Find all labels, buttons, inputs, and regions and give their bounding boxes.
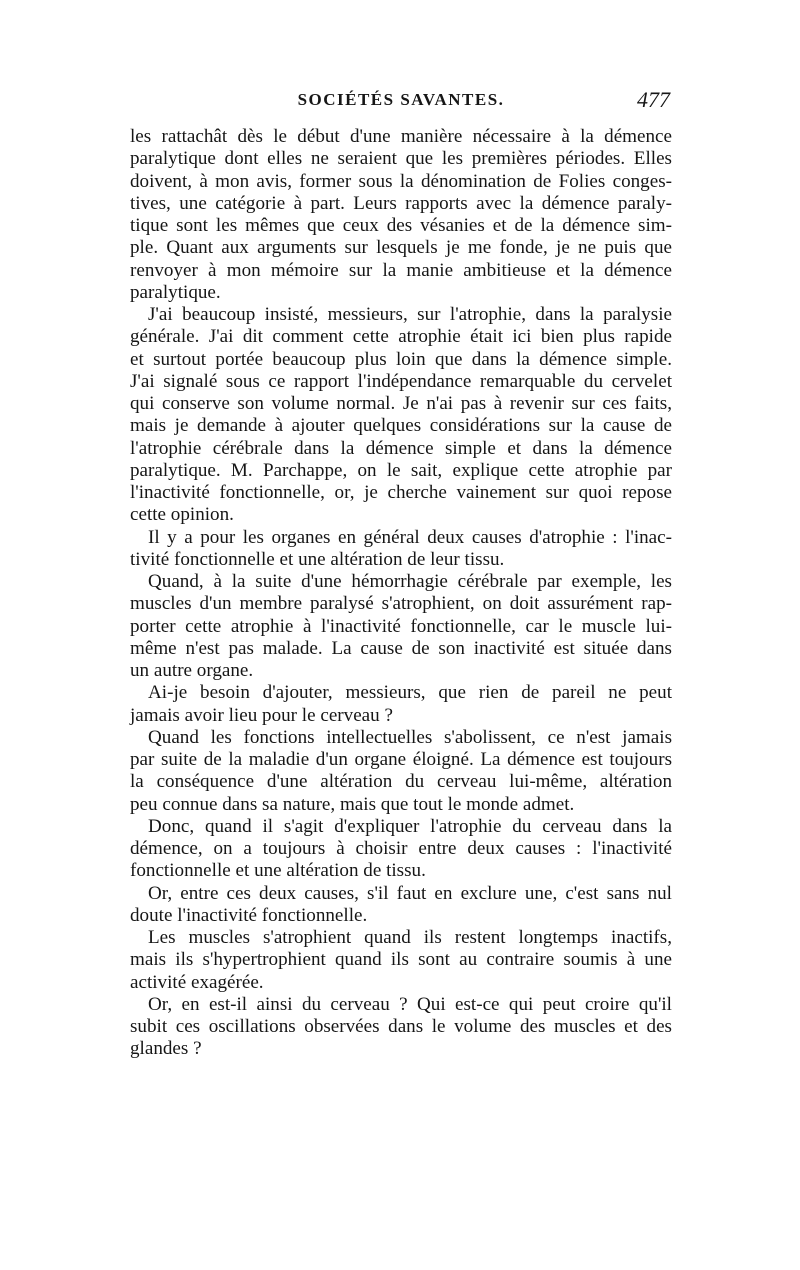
text-line: paralytique dont elles ne seraient que les premières périodes. Elles [130, 148, 672, 170]
text-line: paralytique. M. Parchappe, on le sait, explique cette atrophie par [130, 459, 672, 481]
text-line: mais ils s'hypertrophient quand ils sont au contraire soumis à une [130, 949, 672, 971]
text-line: activité exagérée. [130, 971, 264, 993]
text-line: renvoyer à mon mémoire sur la manie ambitieuse et la démence [130, 259, 672, 281]
text-line: muscles d'un membre paralysé s'atrophient, on doit assurément rap- [130, 593, 672, 615]
text-line: ple. Quant aux arguments sur lesquels je me fonde, je ne puis que [130, 237, 672, 259]
text-line: fonctionnelle et une altération de tissu. [130, 860, 426, 882]
text-line: Or, en est-il ainsi du cerveau ? Qui est-ce qui peut croire qu'il [148, 993, 672, 1015]
text-line: paralytique. [130, 281, 221, 303]
text-line: doute l'inactivité fonctionnelle. [130, 904, 368, 926]
text-line: l'inactivité fonctionnelle, or, je cherche vainement sur quoi repose [130, 482, 672, 503]
text-line: Quand, à la suite d'une hémorrhagie cérébrale par exemple, les [148, 571, 672, 592]
text-line: J'ai beaucoup insisté, messieurs, sur l'atrophie, dans la paralysie [148, 304, 672, 325]
text-line: jamais avoir lieu pour le cerveau ? [130, 704, 393, 726]
running-head [130, 87, 672, 116]
text-line: tique sont les mêmes que ceux des vésanies et de la démence sim- [130, 215, 672, 236]
text-line: porter cette atrophie à l'inactivité fonctionnelle, car le muscle lui- [130, 615, 672, 637]
text-line: subit ces oscillations observées dans le volume des muscles et des [130, 1016, 672, 1037]
text-line: tives, une catégorie à part. Leurs rapports avec la démence paraly- [130, 192, 672, 214]
text-line: glandes ? [130, 1038, 202, 1060]
text-line: Quand les fonctions intellectuelles s'abolissent, ce n'est jamais [148, 726, 672, 748]
page-number: 477 [637, 87, 670, 112]
text-line: un autre organe. [130, 660, 254, 681]
text-line: Or, entre ces deux causes, s'il faut en exclure une, c'est sans nul [148, 882, 672, 904]
text-line: l'atrophie cérébrale dans la démence simple et dans la démence [130, 437, 672, 459]
text-line: les rattachât dès le début d'une manière nécessaire à la démence [130, 126, 672, 147]
text-line: Ai-je besoin d'ajouter, messieurs, que rien de pareil ne peut [148, 682, 672, 704]
text-line: doivent, à mon avis, former sous la dénomination de Folies conges- [130, 170, 672, 192]
body-text [130, 126, 672, 1061]
text-line: par suite de la maladie d'un organe éloigné. La démence est toujours [130, 749, 672, 770]
text-line: peu connue dans sa nature, mais que tout le monde admet. [130, 793, 575, 815]
text-line: mais je demande à ajouter quelques considérations sur la cause de [130, 415, 672, 437]
text-line: générale. J'ai dit comment cette atrophie était ici bien plus rapide [130, 326, 672, 348]
text-line: Les muscles s'atrophient quand ils restent longtemps inactifs, [148, 927, 672, 948]
text-line: la conséquence d'une altération du cerveau lui-même, altération [130, 771, 672, 793]
text-line: et surtout portée beaucoup plus loin que dans la démence simple. [130, 348, 672, 370]
running-title: SOCIÉTÉS SAVANTES. [297, 90, 505, 109]
text-line: Donc, quand il s'agit d'expliquer l'atrophie du cerveau dans la [148, 815, 672, 837]
text-line: Il y a pour les organes en général deux causes d'atrophie : l'inac- [148, 526, 672, 548]
text-line: cette opinion. [130, 504, 234, 526]
text-line: même n'est pas malade. La cause de son inactivité est située dans [130, 637, 672, 659]
text-line: démence, on a toujours à choisir entre deux causes : l'inactivité [130, 838, 672, 859]
text-line: J'ai signalé sous ce rapport l'indépendance remarquable du cervelet [130, 370, 672, 392]
text-line: tivité fonctionnelle et une altération de leur tissu. [130, 548, 505, 570]
text-line: qui conserve son volume normal. Je n'ai pas à revenir sur ces faits, [130, 393, 672, 414]
